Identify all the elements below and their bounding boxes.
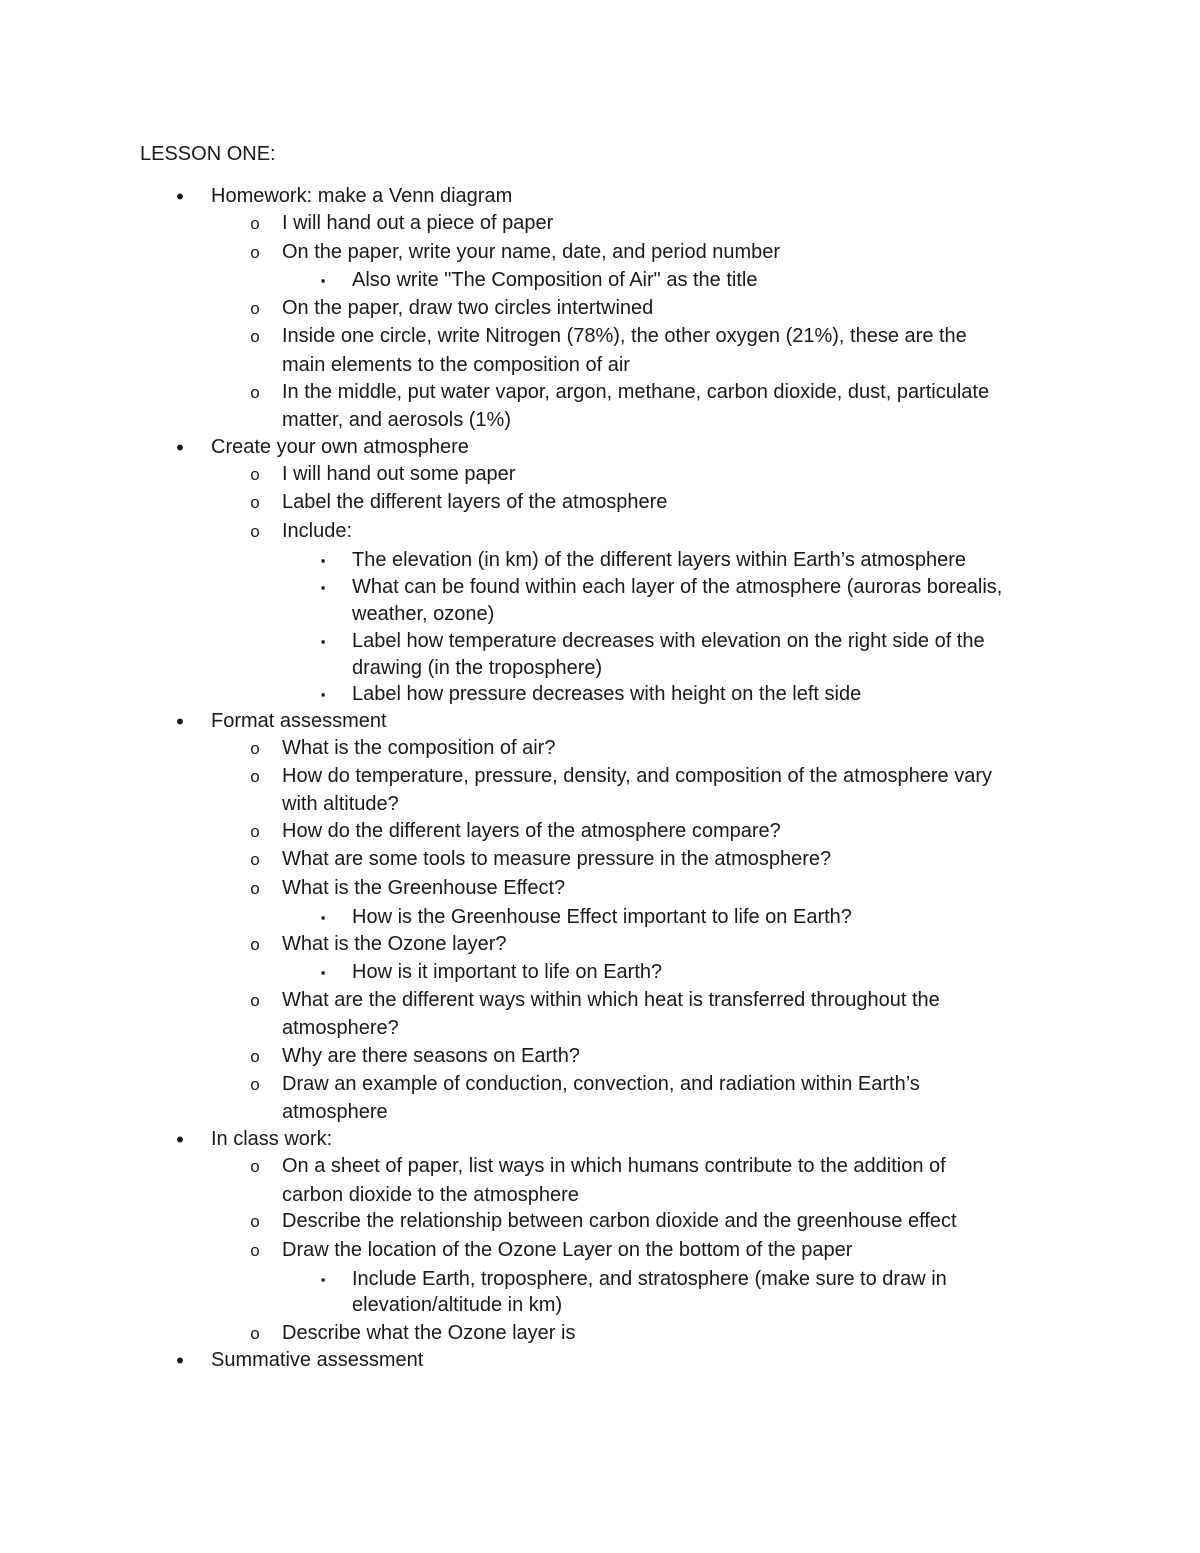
level3-bullet-marker: ▪ — [320, 1272, 326, 1287]
outline-line-level2: I will hand out a piece of paper — [282, 212, 554, 234]
outline-line-level2: Label the different layers of the atmosphere — [282, 491, 668, 513]
outline-line-level3: Include Earth, troposphere, and stratosphere (make sure to draw in — [352, 1268, 947, 1290]
level2-bullet-marker: o — [250, 327, 260, 346]
level2-bullet-marker: o — [250, 299, 260, 318]
outline-line-level2: On a sheet of paper, list ways in which humans contribute to the addition of — [282, 1155, 946, 1177]
outline-line-level2: Why are there seasons on Earth? — [282, 1045, 580, 1067]
outline-line-level3: Label how pressure decreases with height on the left side — [352, 683, 862, 705]
outline-line-level3: What can be found within each layer of the atmosphere (auroras borealis, — [352, 576, 1003, 598]
level2-bullet-marker: o — [250, 991, 260, 1010]
level1-bullet-marker: • — [176, 184, 184, 209]
outline-line-level2: What is the composition of air? — [282, 737, 556, 759]
level2-bullet-marker: o — [250, 1212, 260, 1231]
level2-bullet-marker: o — [250, 1324, 260, 1343]
outline-line-level3: weather, ozone) — [352, 603, 495, 625]
level3-bullet-marker: ▪ — [320, 965, 326, 980]
level2-bullet-marker: o — [250, 767, 260, 786]
outline-line-level3: How is it important to life on Earth? — [352, 961, 663, 983]
outline-line-level2: Describe the relationship between carbon dioxide and the greenhouse effect — [282, 1210, 957, 1232]
outline-line-level3: Label how temperature decreases with elevation on the right side of the — [352, 630, 985, 652]
level2-bullet-marker: o — [250, 243, 260, 262]
level2-bullet-marker: o — [250, 850, 260, 869]
level3-bullet-marker: ▪ — [320, 687, 326, 702]
outline-line-level2: Describe what the Ozone layer is — [282, 1322, 576, 1344]
outline-line-level2: Include: — [282, 520, 353, 542]
level1-bullet-marker: • — [176, 1348, 184, 1373]
level2-bullet-marker: o — [250, 522, 260, 541]
outline-line-level2: main elements to the composition of air — [282, 354, 630, 376]
outline-line-level2: I will hand out some paper — [282, 463, 516, 485]
outline-line-level3: The elevation (in km) of the different layers within Earth’s atmosphere — [352, 549, 967, 571]
level2-bullet-marker: o — [250, 214, 260, 233]
level3-bullet-marker: ▪ — [320, 553, 326, 568]
outline-line-level2: How do the different layers of the atmosphere compare? — [282, 820, 781, 842]
outline-line-level1: Create your own atmosphere — [211, 436, 469, 458]
outline-line-level2: Draw an example of conduction, convection, and radiation within Earth’s — [282, 1073, 920, 1095]
lesson-title: LESSON ONE: — [140, 143, 276, 165]
outline-line-level2: What is the Ozone layer? — [282, 933, 507, 955]
outline-line-level2: On the paper, draw two circles intertwined — [282, 297, 654, 319]
level2-bullet-marker: o — [250, 1047, 260, 1066]
outline-line-level2: atmosphere — [282, 1101, 388, 1123]
outline-line-level2: matter, and aerosols (1%) — [282, 409, 511, 431]
level3-bullet-marker: ▪ — [320, 580, 326, 595]
outline-line-level2: What is the Greenhouse Effect? — [282, 877, 566, 899]
level1-bullet-marker: • — [176, 435, 184, 460]
outline-line-level1: Format assessment — [211, 710, 387, 732]
outline-line-level3: elevation/altitude in km) — [352, 1294, 563, 1316]
outline-line-level2: On the paper, write your name, date, and period number — [282, 241, 781, 263]
outline-line-level3: Also write "The Composition of Air" as the title — [352, 269, 758, 291]
level2-bullet-marker: o — [250, 739, 260, 758]
outline-line-level2: atmosphere? — [282, 1017, 399, 1039]
level2-bullet-marker: o — [250, 1157, 260, 1176]
outline-line-level2: How do temperature, pressure, density, and composition of the atmosphere vary — [282, 765, 992, 787]
level2-bullet-marker: o — [250, 822, 260, 841]
level1-bullet-marker: • — [176, 1127, 184, 1152]
outline-line-level2: with altitude? — [282, 793, 399, 815]
outline-line-level2: Draw the location of the Ozone Layer on the bottom of the paper — [282, 1239, 853, 1261]
outline-line-level2: Inside one circle, write Nitrogen (78%), the other oxygen (21%), these are the — [282, 325, 967, 347]
level2-bullet-marker: o — [250, 465, 260, 484]
outline-line-level2: In the middle, put water vapor, argon, methane, carbon dioxide, dust, particulate — [282, 381, 990, 403]
level2-bullet-marker: o — [250, 1241, 260, 1260]
outline-line-level2: What are the different ways within which heat is transferred throughout the — [282, 989, 940, 1011]
level3-bullet-marker: ▪ — [320, 273, 326, 288]
level1-bullet-marker: • — [176, 709, 184, 734]
level2-bullet-marker: o — [250, 1075, 260, 1094]
level3-bullet-marker: ▪ — [320, 634, 326, 649]
outline-line-level2: What are some tools to measure pressure in the atmosphere? — [282, 848, 832, 870]
outline-line-level3: How is the Greenhouse Effect important to life on Earth? — [352, 906, 852, 928]
outline-line-level1: Summative assessment — [211, 1349, 424, 1371]
level2-bullet-marker: o — [250, 879, 260, 898]
level2-bullet-marker: o — [250, 493, 260, 512]
outline-line-level1: In class work: — [211, 1128, 333, 1150]
outline-line-level1: Homework: make a Venn diagram — [211, 185, 513, 207]
level2-bullet-marker: o — [250, 383, 260, 402]
level3-bullet-marker: ▪ — [320, 910, 326, 925]
level2-bullet-marker: o — [250, 935, 260, 954]
outline-line-level2: carbon dioxide to the atmosphere — [282, 1184, 579, 1206]
outline-line-level3: drawing (in the troposphere) — [352, 657, 603, 679]
